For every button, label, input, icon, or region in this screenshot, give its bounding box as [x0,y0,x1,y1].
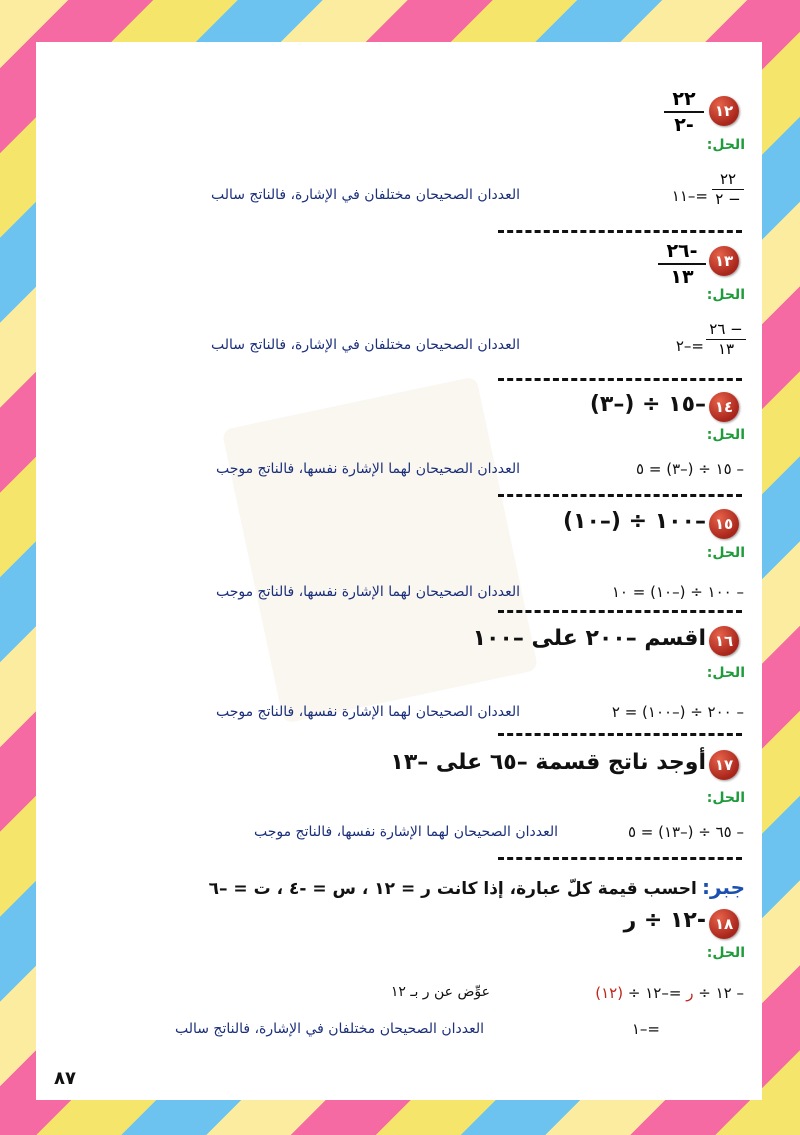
variable-r: ر [686,984,694,1002]
solution-label: الحل: [706,287,745,303]
fraction-denominator: ١٣ [670,266,694,288]
problem-number-badge: ١٤ [709,392,739,422]
question-text: اقسم –٢٠٠ على –١٠٠ [472,626,706,651]
divider [498,857,742,860]
fraction-denominator: ٢- [674,114,694,136]
solution-label: الحل: [706,427,745,443]
explanation: العددان الصحيحان مختلفان في الإشارة، فالناتج سالب [210,187,520,203]
solution-label: الحل: [706,137,745,153]
fraction-bar [658,263,706,265]
work-expression: – ١٠٠ ÷ (–١٠) = ١٠ [611,583,744,601]
work-fraction [706,321,746,358]
solution-label: الحل: [706,790,745,806]
fraction-denominator: ٢ − [715,190,741,208]
problem-number-badge: ١٥ [709,509,739,539]
fraction-denominator: ١٣ [717,340,735,358]
algebra-instruction [209,875,745,899]
problem-number-badge: ١٣ [709,246,739,276]
work-expression: – ١٥ ÷ (–٣) = ٥ [636,460,744,478]
algebra-label: جبر: [701,875,745,899]
work-expression: – ٢٠٠ ÷ (–١٠٠) = ٢ [611,703,744,721]
algebra-instruction-text: احسب قيمة كلّ عبارة، إذا كانت ر = ١٢ ، س = -٤ ، ت = –٦ [208,879,697,899]
problem-number-badge: ١٧ [709,750,739,780]
substituted-value: (١٢) [595,984,624,1002]
page-number: ٨٧ [54,1068,76,1089]
work-expression: – ٦٥ ÷ (–١٣) = ٥ [627,823,744,841]
question-text: –١٥ ÷ (–٣) [589,392,706,417]
solution-label: الحل: [706,665,745,681]
fraction-numerator: ٢٦- [666,240,698,262]
substitution-note: عوِّض عن ر بـ ١٢ [390,984,490,1000]
fraction-numerator: ٢٢ [672,88,696,110]
problem-number-badge: ١٨ [709,909,739,939]
problem-number-badge: ١٢ [709,96,739,126]
question-text: -١٢ ÷ ر [623,908,706,933]
explanation: العددان الصحيحان لهما الإشارة نفسها، فالناتج موجب [253,824,558,840]
explanation: العددان الصحيحان لهما الإشارة نفسها، فالناتج موجب [215,704,520,720]
divider [498,378,742,381]
fraction-numerator: ٢٢ [719,170,737,188]
explanation: العددان الصحيحان مختلفان في الإشارة، فالناتج سالب [210,337,520,353]
work-result: =–١١ [671,187,708,205]
work-fraction [712,171,744,208]
question-fraction [664,88,704,136]
question-fraction [658,240,706,288]
work-prefix: – ١٢ ÷ [698,984,744,1002]
work-mid: =–١٢ ÷ [627,984,682,1002]
fraction-numerator: ٢٦ − [709,320,743,338]
problem-number-badge: ١٦ [709,626,739,656]
work-expression [595,984,744,1002]
work-result: =–٢ [675,337,704,355]
explanation: العددان الصحيحان لهما الإشارة نفسها، فالناتج موجب [215,584,520,600]
fraction-bar [664,111,704,113]
divider [498,610,742,613]
explanation: العددان الصحيحان لهما الإشارة نفسها، فالناتج موجب [215,461,520,477]
question-text: أوجد ناتج قسمة –٦٥ على –١٣ [390,750,706,775]
divider [498,230,742,233]
solution-label: الحل: [706,945,745,961]
question-text: –١٠٠ ÷ (–١٠) [562,509,706,534]
explanation: العددان الصحيحان مختلفان في الإشارة، فالناتج سالب [174,1021,484,1037]
solution-label: الحل: [706,545,745,561]
divider [498,494,742,497]
divider [498,733,742,736]
work-result: =–١ [631,1020,660,1038]
